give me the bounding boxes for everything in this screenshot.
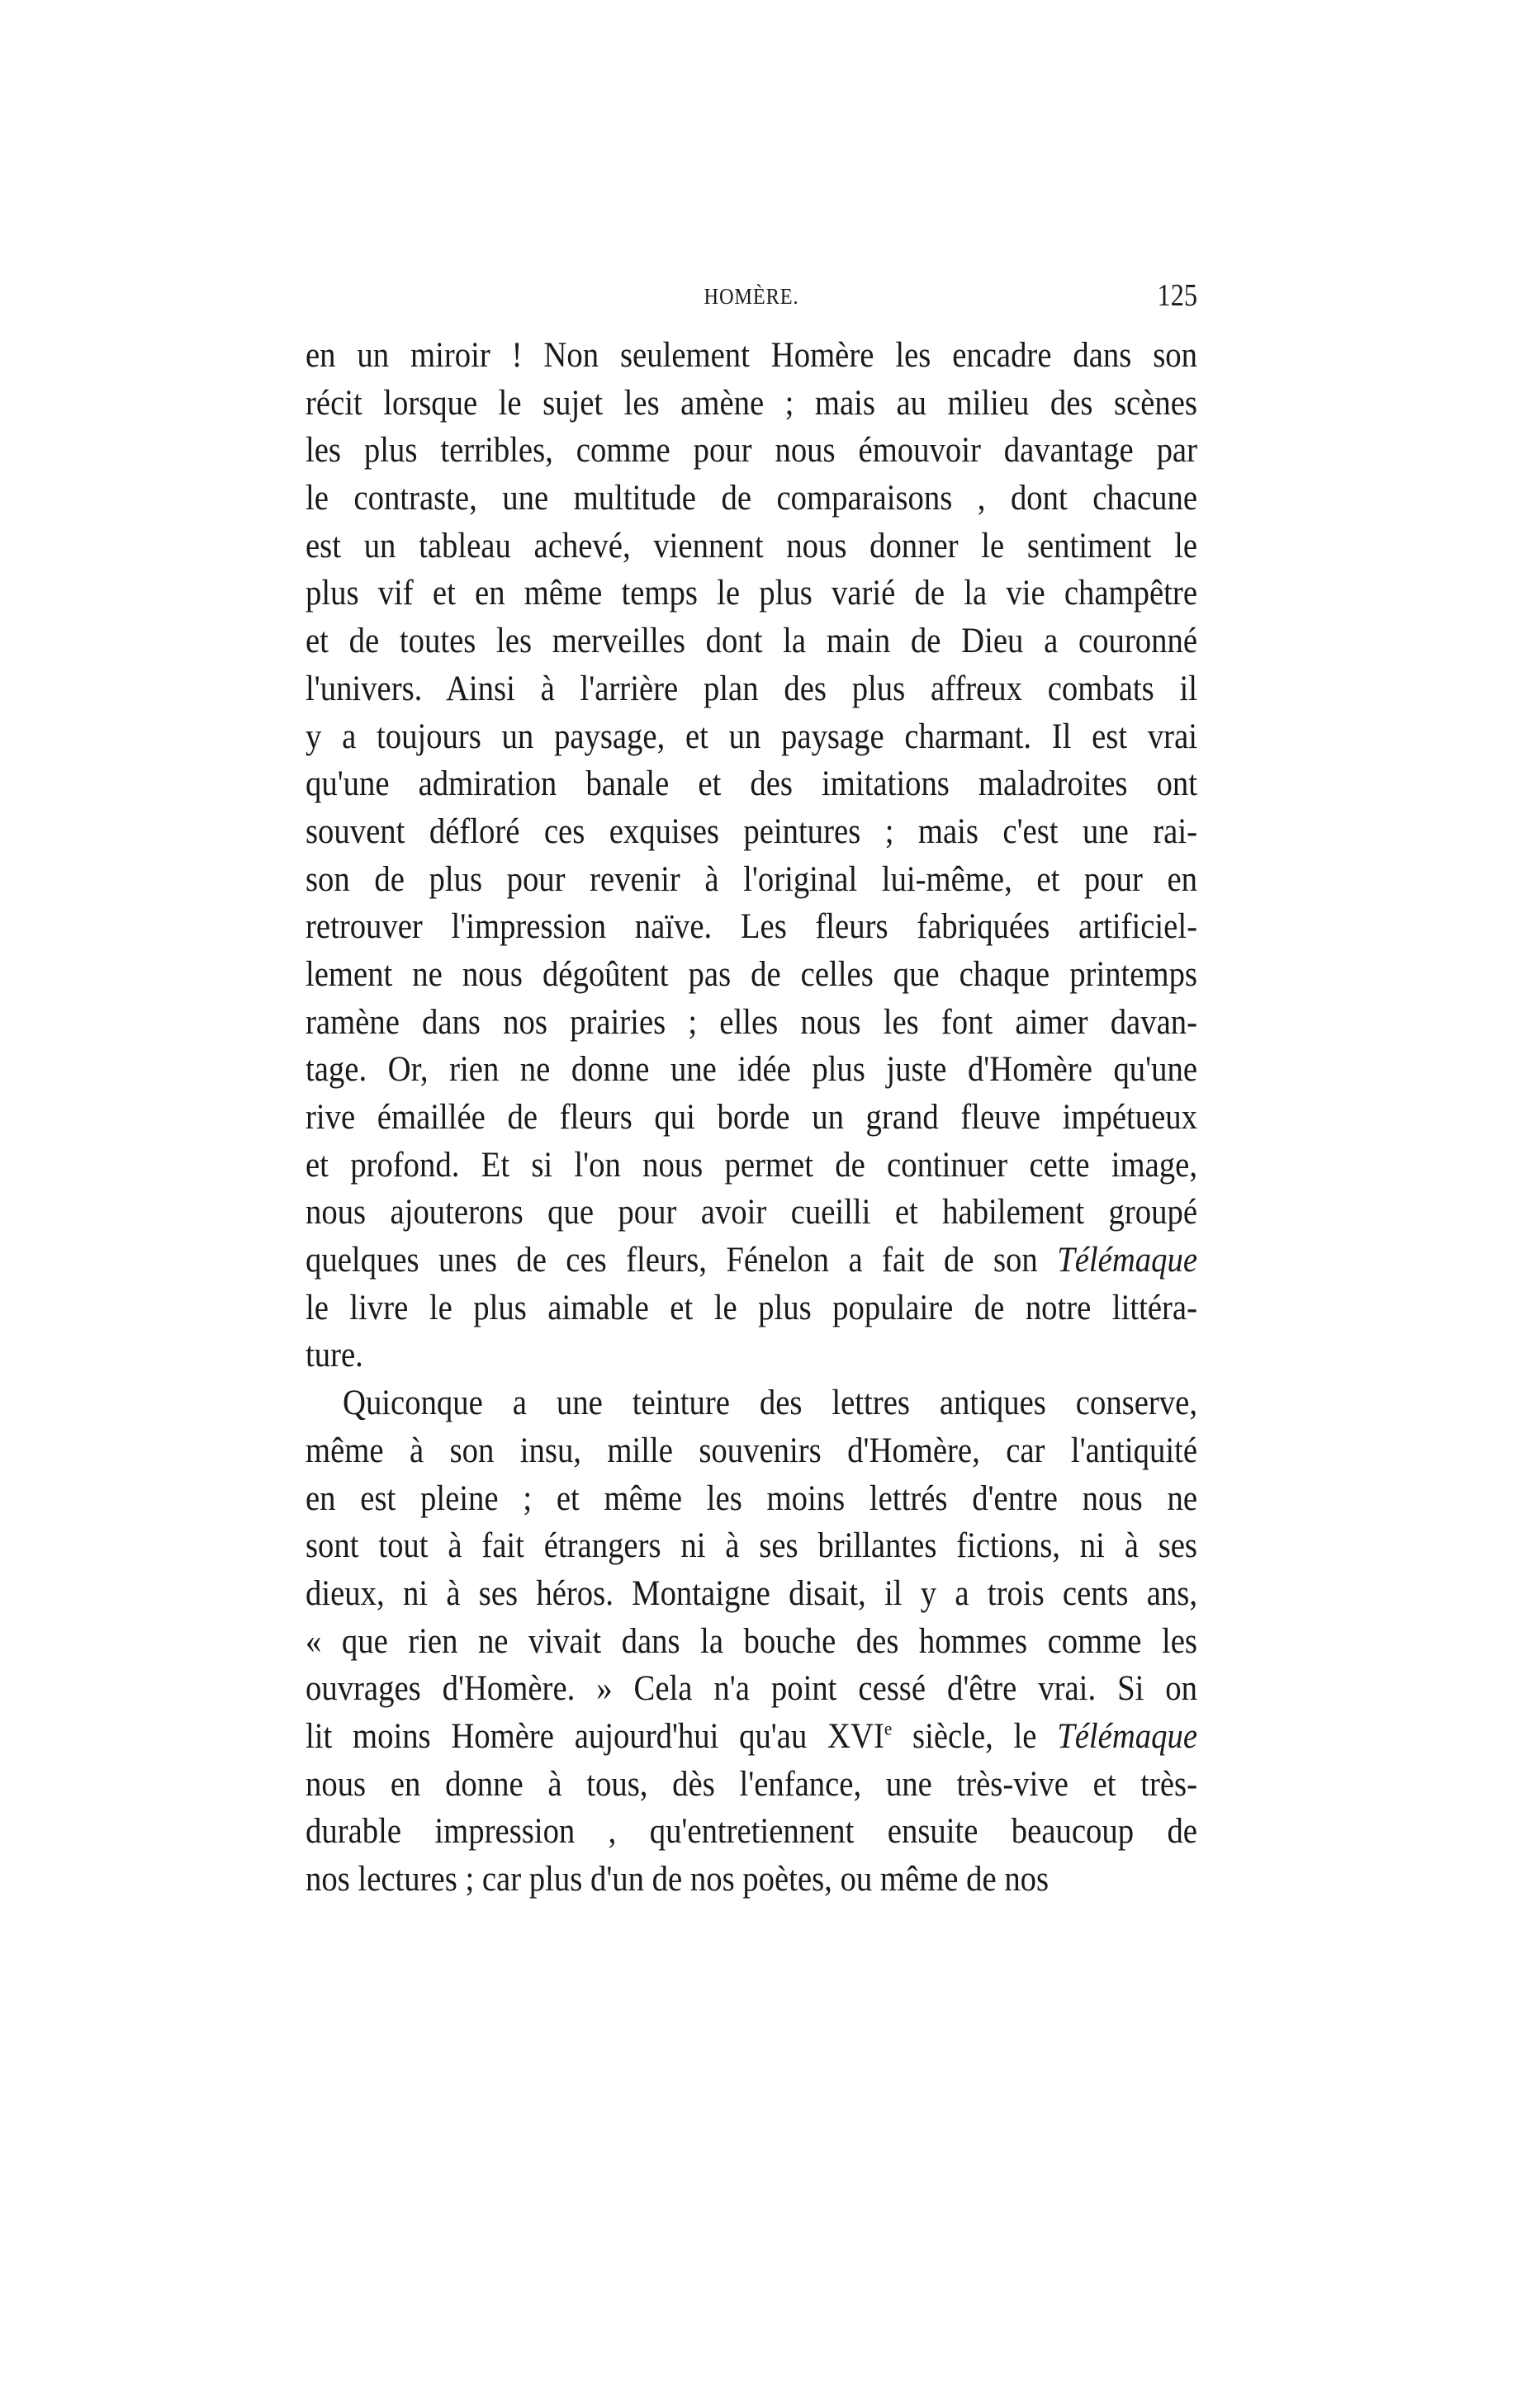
text-line — [306, 1142, 1197, 1190]
text-run: plus vif et en même temps le plus varié de la vie champêtre — [306, 574, 1197, 613]
text-run: son de plus pour revenir à l'original lui-même, et pour en — [306, 859, 1197, 899]
text-run: Quiconque a une teinture des lettres antiques conserve, — [343, 1384, 1197, 1423]
page-number: 125 — [1157, 278, 1197, 313]
text-run: ture. — [306, 1336, 363, 1375]
text-line — [306, 1094, 1197, 1142]
superscript: e — [884, 1718, 893, 1740]
text-line — [306, 1237, 1197, 1284]
text-line — [306, 903, 1197, 951]
text-line — [306, 1665, 1197, 1713]
text-line — [306, 1713, 1197, 1761]
text-run: lit moins Homère aujourd'hui qu'au XVI — [306, 1716, 884, 1756]
text-run: et profond. Et si l'on nous permet de continuer cette image, — [306, 1145, 1197, 1185]
text-run: ouvrages d'Homère. » Cela n'a point cessé d'être vrai. Si on — [306, 1669, 1197, 1709]
text-run: quelques unes de ces fleurs, Fénelon a fait de son — [306, 1241, 1058, 1280]
text-line — [306, 1570, 1197, 1618]
text-run: lement ne nous dégoûtent pas de celles que chaque printemps — [306, 954, 1197, 994]
text-run: le contraste, une multitude de comparaisons , dont chacune — [306, 479, 1197, 518]
text-run: dieux, ni à ses héros. Montaigne disait, il y a trois cents ans, — [306, 1573, 1197, 1613]
text-line — [306, 760, 1197, 808]
running-head — [306, 277, 1197, 319]
text-line — [306, 332, 1197, 380]
text-line — [306, 1475, 1197, 1523]
text-run: tage. Or, rien ne donne une idée plus juste d'Homère qu'une — [306, 1050, 1197, 1090]
text-line — [306, 475, 1197, 523]
text-run: durable impression , qu'entretiennent ensuite beaucoup de — [306, 1812, 1197, 1852]
text-run: nos lectures ; car plus d'un de nos poètes, ou même de nos — [306, 1860, 1050, 1899]
text-run: siècle, le — [892, 1716, 1058, 1756]
text-line — [306, 1332, 1197, 1379]
text-run: est un tableau achevé, viennent nous donner le sentiment le — [306, 526, 1197, 565]
text-run: et de toutes les merveilles dont la main de Dieu a couronné — [306, 622, 1197, 661]
text-line — [306, 1856, 1197, 1904]
text-line — [306, 1808, 1197, 1856]
text-line — [306, 570, 1197, 617]
text-run: y a toujours un paysage, et un paysage charmant. Il est vrai — [306, 717, 1197, 756]
text-run: retrouver l'impression naïve. Les fleurs fabriquées artificiel- — [306, 907, 1197, 947]
paragraph — [306, 1379, 1197, 1904]
text-run: souvent défloré ces exquises peintures ; mais c'est une rai- — [306, 811, 1197, 851]
text-line — [306, 999, 1197, 1047]
text-line — [306, 380, 1197, 428]
text-line — [306, 951, 1197, 999]
text-run: récit lorsque le sujet les amène ; mais au milieu des scènes — [306, 383, 1197, 423]
text-line — [306, 1189, 1197, 1237]
text-run: même à son insu, mille souvenirs d'Homère, car l'antiquité — [306, 1431, 1197, 1470]
text-line — [306, 856, 1197, 904]
body-text — [306, 332, 1197, 1904]
text-line — [306, 427, 1197, 475]
text-line — [306, 1761, 1197, 1809]
text-line — [306, 1379, 1197, 1427]
text-line — [306, 808, 1197, 856]
text-line — [306, 523, 1197, 570]
text-line — [306, 1618, 1197, 1666]
text-run: en un miroir ! Non seulement Homère les encadre dans son — [306, 336, 1197, 375]
text-line — [306, 617, 1197, 665]
text-line — [306, 1284, 1197, 1332]
text-line — [306, 713, 1197, 761]
italic-title: Télémaque — [1057, 1716, 1197, 1756]
text-run: rive émaillée de fleurs qui borde un grand fleuve impétueux — [306, 1098, 1197, 1137]
text-run: l'univers. Ainsi à l'arrière plan des plus affreux combats il — [306, 669, 1197, 708]
text-run: en est pleine ; et même les moins lettrés d'entre nous ne — [306, 1478, 1197, 1518]
text-line — [306, 665, 1197, 713]
text-line — [306, 1046, 1197, 1094]
italic-title: Télémaque — [1057, 1241, 1197, 1280]
text-run: sont tout à fait étrangers ni à ses brillantes fictions, ni à ses — [306, 1526, 1197, 1566]
running-head-title: HOMÈRE. — [704, 284, 799, 309]
text-run: nous en donne à tous, dès l'enfance, une très-vive et très- — [306, 1764, 1197, 1804]
text-run: ramène dans nos prairies ; elles nous les font aimer davan- — [306, 1002, 1197, 1042]
text-run: « que rien ne vivait dans la bouche des hommes comme les — [306, 1621, 1197, 1661]
text-run: qu'une admiration banale et des imitations maladroites ont — [306, 764, 1197, 804]
text-line — [306, 1522, 1197, 1570]
text-line — [306, 1427, 1197, 1475]
text-run: nous ajouterons que pour avoir cueilli et habilement groupé — [306, 1193, 1197, 1232]
text-run: les plus terribles, comme pour nous émouvoir davantage par — [306, 431, 1197, 471]
text-run: le livre le plus aimable et le plus populaire de notre littéra- — [306, 1288, 1197, 1327]
paragraph — [306, 332, 1197, 1379]
